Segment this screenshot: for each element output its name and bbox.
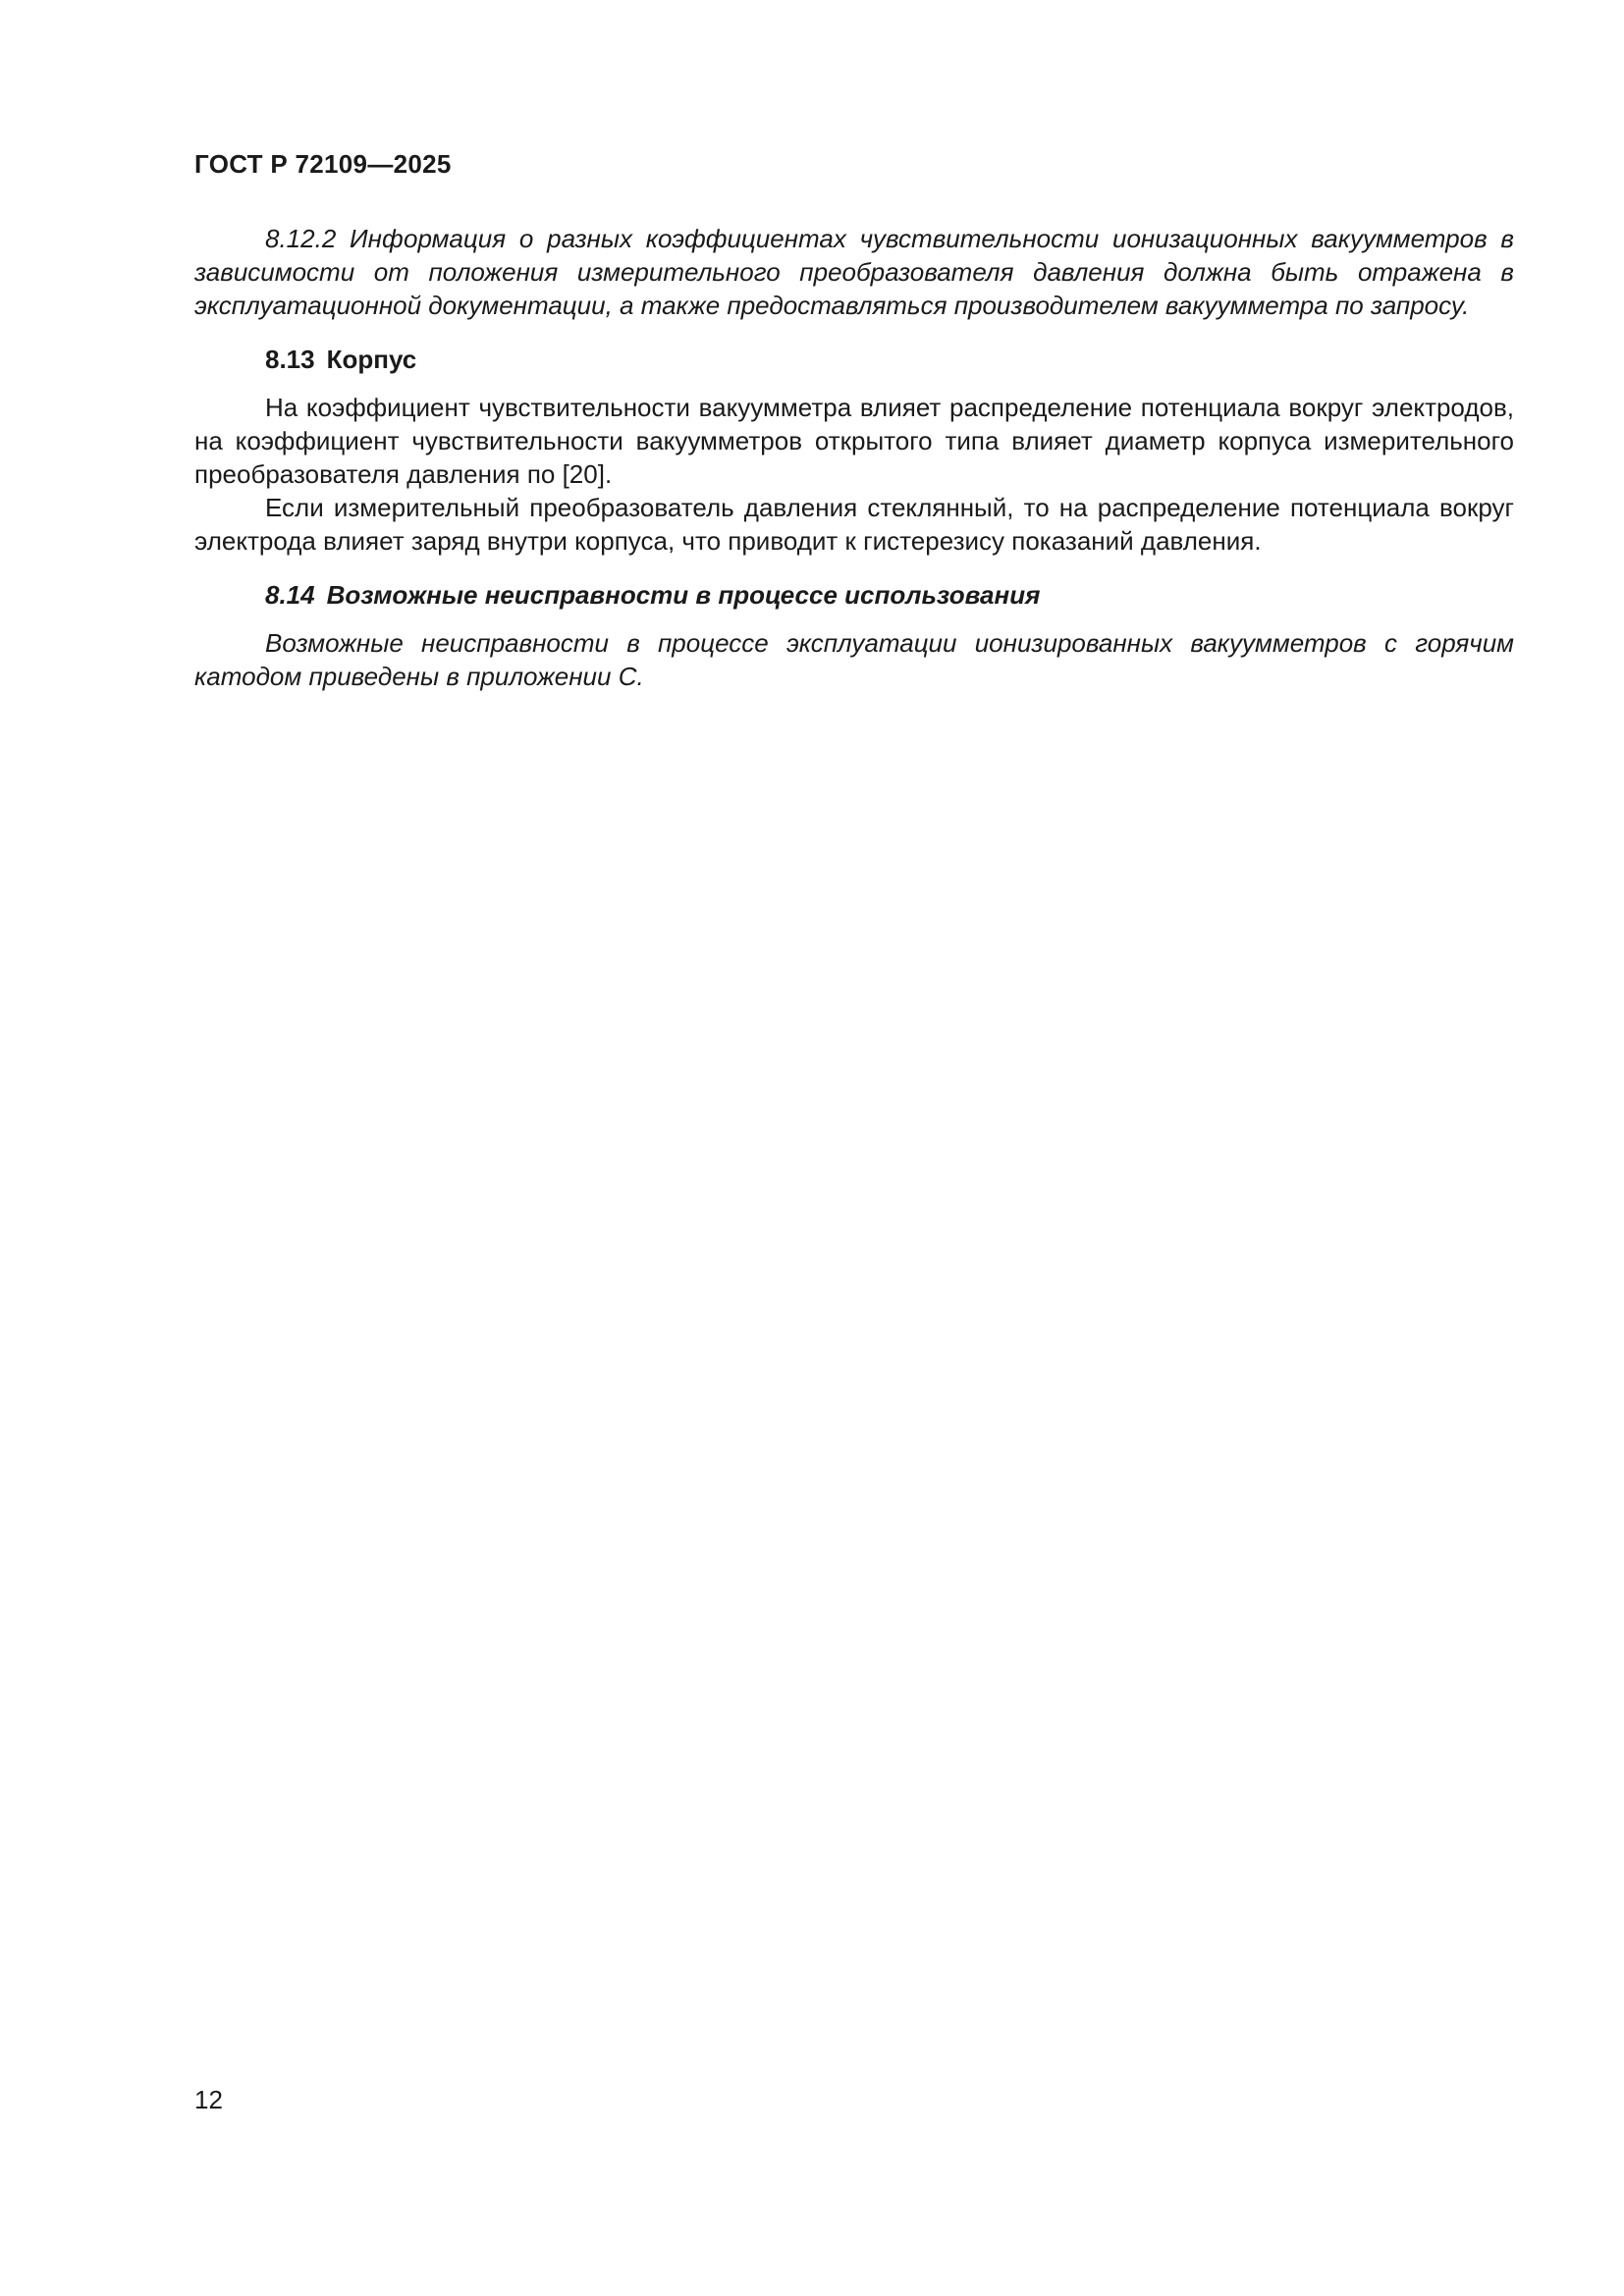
section-title: Возможные неисправности в процессе использования: [326, 580, 1041, 610]
section-number: 8.13: [265, 345, 315, 374]
document-body: [194, 222, 1514, 693]
paragraph-8-14-1: Возможные неисправности в процессе эксплуатации ионизированных вакуумметров с горячим катодом приведены в приложении С.: [194, 628, 1514, 691]
section-heading-8-13: [194, 343, 1514, 376]
section-heading-8-14: [194, 578, 1514, 612]
section-title: Корпус: [326, 345, 417, 374]
document-header: ГОСТ Р 72109—2025: [194, 149, 452, 179]
paragraph-8-13-2: Если измерительный преобразователь давления стеклянный, то на распределение потенциала вокруг электрода влияет заряд внутри корпуса, что приводит к гистерезису показаний давления.: [194, 493, 1514, 556]
paragraph-8-13-1: На коэффициент чувствительности вакуумметра влияет распределение потенциала вокруг электродов, на коэффициент чувствительности вакуумметров открытого типа влияет диаметр корпуса измерительного преобразователя давления по [20].: [194, 393, 1514, 489]
section-number: 8.14: [265, 580, 315, 610]
paragraph-8-12-2: 8.12.2 Информация о разных коэффициентах чувствительности ионизационных вакуумметров в зависимости от положения измерительного преобразователя давления должна быть отражена в эксплуатационной документации, а также предоставляться производителем вакуумметра по запросу.: [194, 224, 1514, 320]
page-number: 12: [194, 2085, 223, 2114]
